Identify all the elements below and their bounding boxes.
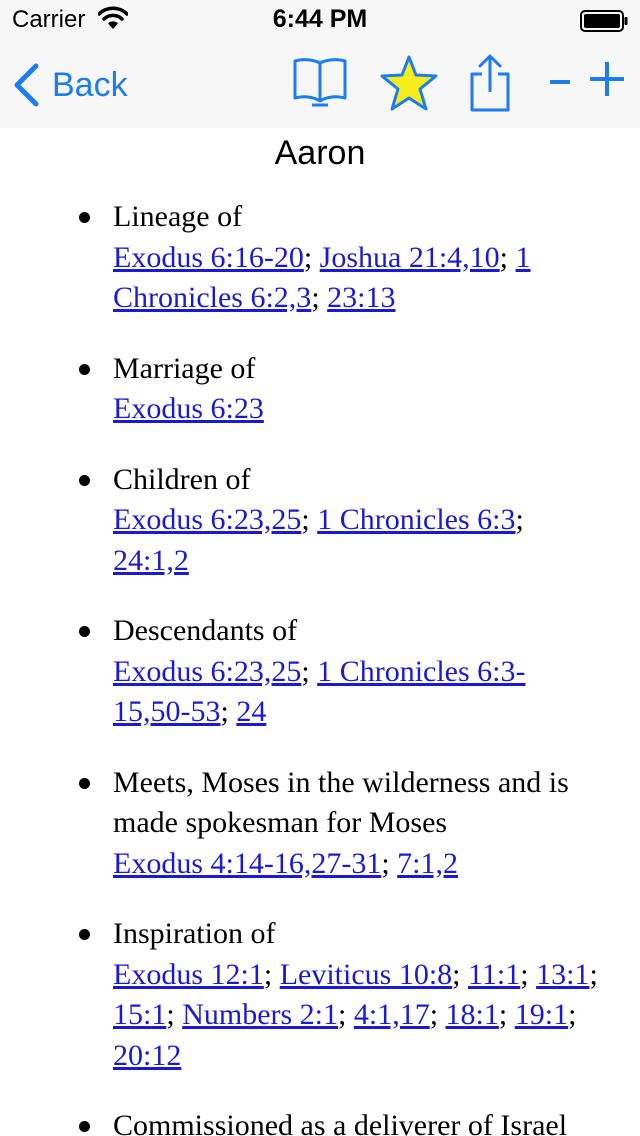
entry-title: Meets, Moses in the wilderness and is made spokesman for Moses	[113, 765, 569, 839]
bullet-marker	[79, 364, 90, 375]
back-button-label: Back	[52, 65, 128, 104]
scripture-reference-link[interactable]: Exodus 6:16-20	[113, 240, 304, 274]
scripture-reference-link[interactable]: 1 Chronicles 6:2,3	[113, 240, 531, 314]
share-icon[interactable]	[468, 52, 512, 112]
entry-title: Children of	[113, 462, 251, 496]
zoom-out-icon[interactable]	[550, 80, 570, 84]
entry-title: Lineage of	[113, 200, 243, 233]
scripture-reference-link[interactable]: Numbers 2:1	[182, 998, 339, 1031]
bullet-marker	[79, 626, 90, 637]
topic-entry	[0, 460, 640, 582]
scripture-reference-list: Exodus 6:23,25; 1 Chronicles 6:3; 24:1,2	[113, 503, 524, 577]
scripture-reference-link[interactable]: 1 Chronicles 6:3	[317, 503, 516, 536]
zoom-in-icon[interactable]	[590, 62, 624, 96]
battery-icon	[580, 10, 628, 32]
scripture-reference-link[interactable]: 23:13	[327, 281, 396, 314]
content-area[interactable]	[0, 128, 640, 1136]
scripture-reference-list: Exodus 12:1; Leviticus 10:8; 11:1; 13:1; 15:1; Numbers 2:1; 4:1,17; 18:1; 19:1; 20:12	[113, 957, 598, 1072]
scripture-reference-link[interactable]: 13:1	[536, 957, 590, 991]
star-bookmark-icon[interactable]	[380, 54, 438, 112]
scripture-reference-link[interactable]: Leviticus 10:8	[279, 957, 453, 991]
bullet-marker	[79, 778, 90, 789]
topic-entry	[0, 197, 640, 319]
scripture-reference-link[interactable]: Joshua 21:4,10	[319, 240, 500, 274]
scripture-reference-link[interactable]: Exodus 6:23,25	[113, 654, 302, 688]
scripture-reference-link[interactable]: 20:12	[113, 1038, 182, 1072]
topic-entry	[0, 1106, 640, 1136]
scripture-reference-list	[113, 392, 264, 425]
scripture-reference-link[interactable]: 4:1,17	[353, 998, 430, 1031]
status-bar	[0, 0, 640, 40]
scripture-reference-link[interactable]: 19:1	[514, 998, 569, 1031]
scripture-reference-list: Exodus 6:16-20; Joshua 21:4,10; 1 Chronicles 6:2,3; 23:13	[113, 240, 531, 314]
topic-entry	[0, 349, 640, 430]
scripture-reference-list: Exodus 4:14-16,27-31; 7:1,2	[113, 846, 459, 880]
scripture-reference-list: Exodus 6:23,25; 1 Chronicles 6:3-15,50-53; 24	[113, 654, 526, 728]
topic-entry	[0, 763, 640, 885]
topic-entry	[0, 611, 640, 733]
entry-title: Commissioned as a deliverer of Israel	[113, 1109, 568, 1136]
back-button[interactable]	[12, 62, 128, 108]
bullet-marker	[79, 1121, 90, 1132]
bullet-marker	[79, 212, 90, 223]
entry-title: Descendants of	[113, 614, 298, 647]
scripture-reference-link[interactable]: 11:1	[468, 957, 521, 991]
scripture-reference-link[interactable]: Exodus 12:1	[113, 957, 264, 991]
navigation-bar	[0, 40, 640, 128]
chevron-left-icon	[12, 63, 40, 107]
bullet-marker	[79, 929, 90, 940]
scripture-reference-link[interactable]: 24:1,2	[113, 543, 189, 577]
entry-title: Inspiration of	[113, 917, 276, 950]
page-title: Aaron	[274, 134, 366, 172]
clock: 6:44 PM	[272, 5, 368, 33]
scripture-reference-link[interactable]: Exodus 4:14-16,27-31	[113, 846, 382, 880]
scripture-reference-link[interactable]: Exodus 6:23,25	[113, 503, 302, 536]
entry-title: Marriage of	[113, 351, 256, 385]
carrier-label: Carrier	[12, 6, 86, 33]
scripture-reference-link[interactable]: 18:1	[445, 998, 499, 1031]
topic-entry-list	[0, 197, 640, 1136]
scripture-reference-link[interactable]: 15:1	[113, 998, 167, 1031]
scripture-reference-link[interactable]: 24	[236, 695, 267, 728]
bullet-marker	[79, 475, 90, 486]
scripture-reference-link[interactable]: Exodus 6:23	[113, 392, 264, 425]
scripture-reference-link[interactable]: 1 Chronicles 6:3-15,50-53	[113, 654, 526, 728]
topic-entry	[0, 914, 640, 1076]
scripture-reference-link[interactable]: 7:1,2	[397, 846, 459, 880]
book-icon[interactable]	[292, 56, 348, 108]
